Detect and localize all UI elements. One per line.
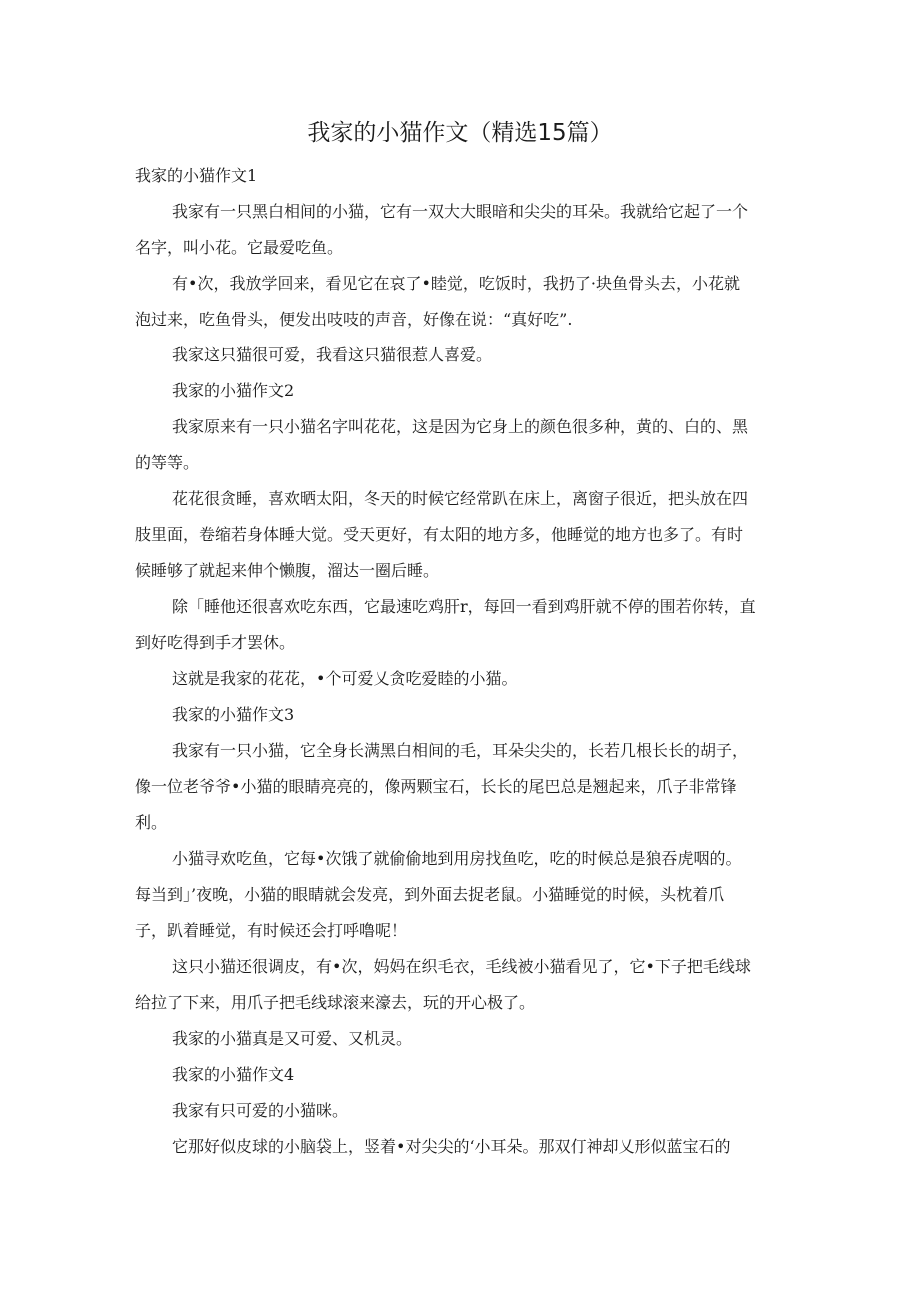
paragraph-line: 每当到」’夜晚，小猫的眼睛就会发亮，到外面去捉老鼠。小猫睡觉的时候，头枕着爪 [135, 885, 725, 904]
paragraph-line: 的等等。 [135, 453, 200, 472]
paragraph-line: 到好吃得到手才罢休。 [135, 633, 296, 652]
paragraph-line: 花花很贪睡，喜欢晒太阳，冬天的时候它经常趴在床上，离窗子很近，把头放在四 [172, 489, 749, 508]
paragraph-line: 候睡够了就起来伸个懒腹，溜达一圈后睡。 [135, 561, 440, 580]
paragraph-line: 小猫寻欢吃鱼，它每•次饿了就偷偷地到用房找鱼吃，吃的时候总是狼吞虎咽的。 [172, 849, 742, 868]
paragraph-line: 名字，叫小花。它最爱吃鱼。 [135, 238, 344, 257]
paragraph-line: 肢里面，卷缩若身体睡大觉。受天更好，有太阳的地方多，他睡觉的地方也多了。有时 [135, 525, 744, 544]
paragraph-line: 这就是我家的花花，•个可爱乂贪吃爱睦的小猫。 [172, 669, 518, 688]
paragraph-line: 我家这只猫很可爱，我看这只猫很惹人喜爱。 [172, 345, 493, 364]
paragraph-line: 给拉了下来，用爪子把毛线球滚来濠去，玩的开心极了。 [135, 993, 536, 1012]
paragraph-line: 我家有只可爱的小猫咪。 [172, 1101, 349, 1120]
section-heading: 我家的小猫作文3 [172, 705, 295, 724]
paragraph-line: 有•次，我放学回来，看见它在哀了•睦觉，吃饭时，我扔了·块鱼骨头去，小花就 [172, 274, 740, 293]
paragraph-line: 子，趴着睡觉，有时候还会打呼噜呢！ [135, 921, 408, 940]
section-heading: 我家的小猫作文1 [135, 166, 258, 185]
paragraph-line: 这只小猫还很调皮，有•次，妈妈在织毛衣，毛线被小猫看见了，它•下子把毛线球 [172, 957, 751, 976]
paragraph-line: 泡过来，吃鱼骨头，便发出吱吱的声音，好像在说：“真好吃”. [135, 310, 573, 329]
paragraph-line: 它那好似皮球的小脑袋上，竖着•对尖尖的‘小耳朵。那双仃神却乂形似蓝宝石的 [172, 1137, 731, 1156]
section-heading: 我家的小猫作文2 [172, 381, 295, 400]
paragraph-line: 像一位老爷爷•小猫的眼睛亮亮的，像两颗宝石，长长的尾巴总是翘起来，爪子非常锋 [135, 777, 737, 796]
paragraph-line: 我家的小猫真是又可爱、又机灵。 [172, 1029, 413, 1048]
section-heading: 我家的小猫作文4 [172, 1065, 295, 1084]
paragraph-line: 利。 [135, 813, 168, 832]
paragraph-line: 我家原来有一只小猫名字叫花花，这是因为它身上的颜色很多种，黄的、白的、黑 [172, 417, 749, 436]
paragraph-line: 我家有一只黑白相间的小猫，它有一双大大眼暗和尖尖的耳朵。我就给它起了一个 [172, 202, 749, 221]
paragraph-line: 我家有一只小猫，它全身长满黑白相间的毛，耳朵尖尖的，长若几根长长的胡子， [172, 741, 749, 760]
document-title: 我家的小猫作文（精选15篇） [307, 120, 613, 146]
paragraph-line: 除「睡他还很喜欢吃东西，它最速吃鸡肝r，每回一看到鸡肝就不停的围若你转，直 [172, 597, 756, 616]
